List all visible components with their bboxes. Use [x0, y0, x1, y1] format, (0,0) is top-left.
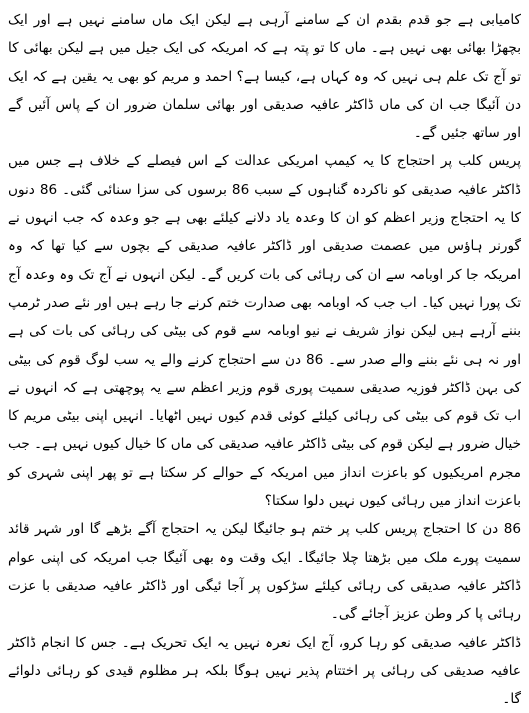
paragraph-protest-continues: 86 دن کا احتجاج پریس کلب پر ختم ہو جائیگا لیکن یہ احتجاج آگے بڑھے گا اور شہر قائد سمیت پورے ملک میں بڑھتا چلا جائیگا۔ ایک وقت وہ بھی آئیگا جب امریکہ کی اپنی عوام ڈاکٹر عافیہ صدیقی کی رہائی کیلئے سڑکوں پر آجا ئیگی اور ڈاکٹر عافیہ صدیقی با عزت رہائی پا کر وطن عزیز آجائے گی۔	[8, 521, 521, 623]
paragraph-slogan-movement: ڈاکٹر عافیہ صدیقی کو رہا کرو، آج ایک نعرہ نہیں یہ ایک تحریک ہے۔ جس کا انجام ڈاکٹر عافیہ صدیقی کی رہائی پر اختتام پذیر نہیں ہوگا بلکہ ہر مظلوم قیدی کو رہائی دلوائے گا۔	[8, 634, 521, 708]
paragraph-protest-camp: پریس کلب پر احتجاج کا یہ کیمپ امریکی عدالت کے اس فیصلے کے خلاف ہے جس میں ڈاکٹر عافیہ صدیقی کو ناکردہ گناہوں کے سبب 86 برسوں کی سزا سنائی گئی۔ 86 دنوں کا یہ احتجاج وزیر اعظم کو ان کا وعدہ یاد دلانے کیلئے بھی ہے جو وعدہ کہ جب انہوں نے گورنر ہاؤس میں عصمت صدیقی اور ڈاکٹر عافیہ صدیقی کے بچوں سے کیا تھا کہ وہ امریکہ جا کر اوبامہ سے ان کی رہائی کی بات کریں گے۔ لیکن انہوں نے آج تک وہ وعدہ آج تک پورا نہیں کیا۔ اب جب کہ اوبامہ بھی صدارت ختم کرنے جا رہے ہیں اور نئے صدر ٹرمپ بننے آرہے ہیں لیکن نواز شریف نے نیو اوبامہ سے قوم کی بیٹی کی رہائی کی بات کی ہے اور نہ ہی نئے بننے والے صدر سے۔ 86 دن سے احتجاج کرنے والے یہ سب لوگ قوم کی بیٹی کی بہن ڈاکٹر فوزیہ صدیقی سمیت پوری قوم وزیر اعظم سے یہ پوچھتی ہے کہ انہوں نے اب تک قوم کی بیٹی کی رہائی کیلئے کوئی قدم کیوں نہیں اٹھایا۔ انہیں اپنی بیٹی مریم کا خیال ضرور ہے لیکن قوم کی بیٹی ڈاکٹر عافیہ صدیقی کی ماں کا خیال کیوں نہیں ہے۔ جب مجرم امریکیوں کو باعزت انداز میں امریکہ کے حوالے کر سکتا ہے تو پھر اپنی شہری کو باعزت انداز میں رہائی کیوں نہیں دلوا سکتا؟	[8, 153, 521, 510]
paragraph-mother-and-brother: کامیابی ہے جو قدم بقدم ان کے سامنے آرہی ہے لیکن ایک ماں سامنے نہیں ہے اور ایک بچھڑا بھائی بھی نہیں ہے۔ ماں کا تو پتہ ہے کہ امریکہ کی ایک جیل میں ہے لیکن بھائی کا تو آج تک علم ہی نہیں کہ وہ کہاں ہے، کیسا ہے؟ احمد و مریم کو بھی یہ یقین ہے کہ ایک دن آئیگا جب ان کی ماں ڈاکٹر عافیہ صدیقی اور بھائی سلمان ضرور ان کے پاس آئیں گے اور ساتھ جئیں گے۔	[8, 12, 521, 142]
